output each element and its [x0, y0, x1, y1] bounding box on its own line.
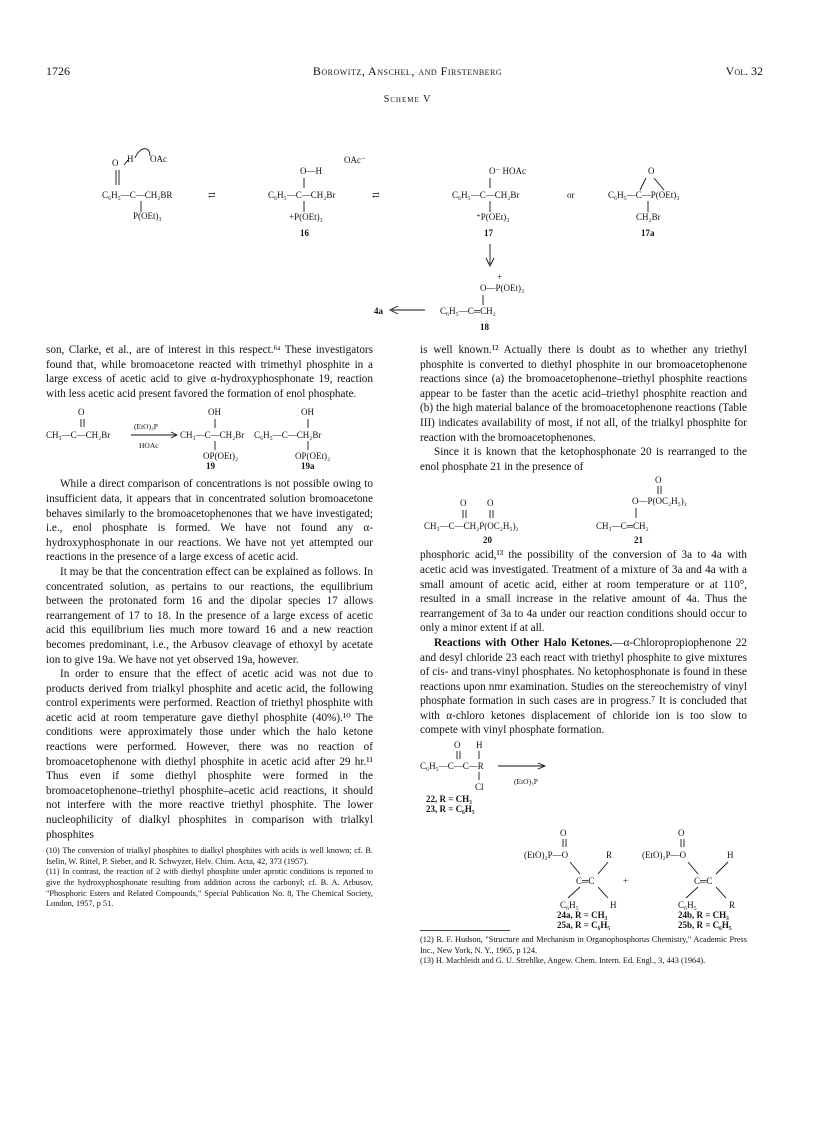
footnote-12: (12) R. F. Hudson, "Structure and Mechanism in Organophosphorus Chemistry," Academic Press Inc., New York, N. Y., 1965, p 124.: [420, 935, 747, 955]
right-paragraph-4: —α-Chloropropiophenone 22 and desyl chloride 23 each react with triethyl phosphite to give mixtures of cis- and trans-vinyl phosphates. No ketophosphonate is found in these reactions upon nmr examination. Studies on the stereochemistry of vinyl phosphate formation in such cases are in progress.⁷ It is concluded that with α-chloro ketones displacement of chloride ion is too slow to compete with vinyl phosphate formation.: [420, 636, 747, 737]
svg-text:OP(OEt)₂: OP(OEt)₂: [203, 451, 239, 462]
svg-text:⇄: ⇄: [208, 190, 216, 200]
compound-17a-label: 17a: [641, 228, 655, 238]
compound-19a-label: 19a: [301, 461, 315, 472]
svg-text:H: H: [727, 850, 734, 861]
svg-text:OH: OH: [301, 407, 314, 418]
compound-24b-label: 24b, R = CH₃: [678, 910, 729, 921]
compound-21-label: 21: [634, 535, 643, 546]
svg-text:+: +: [497, 272, 503, 282]
section-heading-halo-ketones: Reactions with Other Halo Ketones.: [434, 636, 613, 649]
svg-text:O—P(OEt)₃: O—P(OEt)₃: [480, 283, 525, 293]
equation-ketophosphonate: [420, 474, 747, 548]
svg-text:O: O: [454, 740, 461, 751]
footnote-10: (10) The conversion of trialkyl phosphites to dialkyl phosphites with acids is well known; cf. B. Iselin, W. Rittel, P. Sieber, and R. Schwyzer, Helv. Chim. Acta, 42, 373 (1957).: [46, 846, 373, 866]
equation-halo-ketones: [420, 738, 747, 931]
svg-text:O—P(OC₂H₅)₂: O—P(OC₂H₅)₂: [632, 496, 687, 507]
svg-text:H: H: [127, 154, 134, 164]
svg-text:O—H: O—H: [300, 166, 322, 176]
svg-text:(EtO)₃P: (EtO)₃P: [134, 422, 158, 432]
svg-text:HOAc: HOAc: [139, 441, 159, 451]
compound-18-label: 18: [480, 322, 489, 332]
svg-text:R: R: [606, 850, 613, 861]
svg-text:O: O: [655, 475, 662, 486]
running-head-authors: Borowitz, Anschel, and Firstenberg: [312, 64, 503, 78]
svg-text:R: R: [729, 900, 736, 911]
right-column: [420, 343, 747, 967]
svg-text:O: O: [487, 498, 494, 509]
svg-text:OH: OH: [208, 407, 221, 418]
compound-19-label: 19: [206, 461, 215, 472]
svg-text:(EtO)₃P: (EtO)₃P: [514, 777, 538, 787]
svg-text:O: O: [460, 498, 467, 509]
compound-25b-label: 25b, R = C₆H₅: [678, 920, 732, 931]
right-paragraph-2: Since it is known that the ketophosphonate 20 is rearranged to the enol phosphate 21 in the presence of: [420, 446, 747, 473]
svg-text:⇄: ⇄: [372, 190, 380, 200]
svg-text:C₆H₅—C—P(OEt)₃: C₆H₅—C—P(OEt)₃: [608, 190, 680, 200]
svg-text:OAc⁻: OAc⁻: [344, 155, 366, 165]
footnote-11: (11) In contrast, the reaction of 2 with diethyl phosphite under aprotic conditions is reported to give the hydroxyphosphonate resulting from addition across the carbonyl; cf. B. A. Arbusov, "Phosphoric Esters and Related Compounds," Special Publication No. 8, The Chemical Society, London, 1957, p 51.: [46, 867, 373, 909]
scheme-title: Scheme V: [383, 94, 432, 105]
svg-text:O: O: [678, 828, 685, 839]
scheme-structure-18: [440, 272, 524, 332]
svg-text:C₆H₅: C₆H₅: [678, 900, 697, 911]
left-column: [46, 343, 373, 910]
svg-text:C₆H₅—C—C—R: C₆H₅—C—C—R: [420, 761, 484, 772]
compound-20-label: 20: [483, 535, 492, 546]
page-number: 1726: [46, 64, 70, 78]
svg-text:C₆H₅—C═CH₂: C₆H₅—C═CH₂: [440, 306, 496, 316]
left-paragraph-2: While a direct comparison of concentrations is not possible owing to insufficient data, it appears that in concentrated solution bromoacetone behaves similarly to the bromoacetophenones that we have investigated; i.e., enol phosphate is formed. We have not found any α-hydroxyphosphonate in our reactions. We have not yet attempted our reactions in the presence of a large excess of acetic acid.: [46, 478, 373, 564]
scheme-v-diagram: [0, 0, 815, 340]
svg-text:C₆H₅—C—CH₂BR: C₆H₅—C—CH₂BR: [102, 190, 173, 200]
compound-23-label: 23, R = C₆H₅: [426, 804, 475, 815]
svg-text:(EtO)₂P—O: (EtO)₂P—O: [524, 850, 569, 861]
svg-text:+: +: [623, 876, 629, 887]
svg-text:C═C: C═C: [694, 876, 713, 887]
footnote-13: (13) H. Machleidt and G. U. Strehlke, Angew. Chem. Intern. Ed. Engl., 3, 443 (1964).: [420, 956, 706, 966]
compound-4a-label: 4a: [374, 306, 383, 316]
right-paragraph-3: phosphoric acid,¹³ the possibility of the conversion of 3a to 4a with acetic acid was investigated. Treatment of a mixture of 3a and 4a with a small amount of acetic acid, either at room temperature or at 110°, resulted in a small increase in the relative amount of 4a. Thus the rearrangement of 3a to 4a under our reaction conditions should occur to only a minor extent if at all.: [420, 549, 747, 635]
or-label: or: [567, 190, 575, 200]
footnote-rule: [420, 930, 510, 931]
svg-text:+P(OEt)₃: +P(OEt)₃: [289, 212, 323, 222]
svg-text:C₆H₅—C—CH₂Br: C₆H₅—C—CH₂Br: [452, 190, 520, 200]
svg-text:P(OEt)₃: P(OEt)₃: [133, 211, 162, 221]
svg-text:C₆H₅: C₆H₅: [560, 900, 579, 911]
scheme-structure-17: [452, 166, 526, 238]
left-paragraph-3: It may be that the concentration effect can be explained as follows. In concentrated solution, as pertains to our reactions, the equilibrium between the protonated form 16 and the dipolar species 17 allows rearrangement of 17 to 18. In the presence of a large excess of acetic acid this equilibrium lies much more toward 16 and a new reaction becomes predominant, i.e., the Arbusov cleavage of ethoxyl by acetate ion to give 19a. We have not yet observed 19a, however.: [46, 565, 373, 666]
compound-16-label: 16: [300, 228, 309, 238]
svg-text:O: O: [560, 828, 567, 839]
svg-text:OAc: OAc: [150, 154, 167, 164]
svg-text:Cl: Cl: [475, 782, 484, 793]
volume-label: Vol. 32: [725, 64, 763, 78]
compound-24a-label: 24a, R = CH₃: [557, 910, 608, 921]
svg-text:C₆H₅—C—CH₂Br: C₆H₅—C—CH₂Br: [268, 190, 336, 200]
svg-text:CH₃—C—CH₂Br: CH₃—C—CH₂Br: [180, 430, 245, 441]
svg-text:⁺P(OEt)₃: ⁺P(OEt)₃: [476, 212, 510, 222]
svg-text:(EtO)₂P—O: (EtO)₂P—O: [642, 850, 687, 861]
compound-17-label: 17: [484, 228, 493, 238]
svg-text:CH₃—C═CH₂: CH₃—C═CH₂: [596, 521, 649, 532]
svg-text:CH₃—C—CH₂P(OC₂H₅)₂: CH₃—C—CH₂P(OC₂H₅)₂: [424, 521, 519, 532]
scheme-structure-reactant: [102, 149, 172, 221]
svg-text:H: H: [610, 900, 617, 911]
scheme-structure-16: [268, 155, 366, 238]
left-paragraph-4: In order to ensure that the effect of acetic acid was not due to products derived from trialkyl phosphite and acetic acid, the following control experiments were performed. Reaction of triethyl phosphite with acetic acid at room temperature gave diethyl phosphite (40%).¹⁰ The conditions were approximately those under which the halo ketone reactions were performed. However, there was no reaction of bromoacetophenone with diethyl phosphite in acetic acid after 29 hr.¹¹ Thus even if some diethyl phosphite were formed in the bromoacetophenone–triethyl phosphite–acetic acid reactions, it should not interfere with the more reactive triethyl phosphite. The lower nucleophilicity of dialkyl phosphites in comparison with trialkyl phosphites: [46, 668, 373, 841]
svg-text:H: H: [476, 740, 483, 751]
svg-text:O: O: [112, 158, 119, 168]
left-paragraph-1: son, Clarke, et al., are of interest in this respect.⁶ᵃ These investigators found that, while bromoacetone reacted with trimethyl phosphite in a large excess of acetic acid to give α-hydroxyphosphonate 19, reaction with less acetic acid present favored the formation of enol phosphate.: [46, 344, 373, 400]
right-paragraph-1: is well known.¹² Actually there is doubt as to whether any triethyl phosphite is converted to diethyl phosphite in our bromoacetophenone reactions since (a) the bromoacetophenone–triethyl phosphite reactions appear to be faster than the acetic acid–triethyl phosphite reaction and (b) the high material balance of the bromoacetophenone reactions (Table III) indicates availability of most, if not all, of the trialkyl phosphite for reaction with the bromoacetophenones.: [420, 344, 747, 444]
svg-text:O: O: [78, 407, 85, 418]
equation-bromoacetone: [46, 401, 373, 472]
svg-text:C═C: C═C: [576, 876, 595, 887]
compound-25a-label: 25a, R = C₆H₅: [557, 920, 611, 931]
svg-text:OP(OEt)₂: OP(OEt)₂: [295, 451, 331, 462]
svg-text:O⁻ HOAc: O⁻ HOAc: [489, 166, 526, 176]
compound-22-label: 22, R = CH₃: [426, 794, 472, 805]
svg-text:CH₃—C—CH₂Br: CH₃—C—CH₂Br: [46, 430, 111, 441]
svg-text:CH₂Br: CH₂Br: [636, 212, 661, 222]
svg-text:C₆H₅—C—CH₂Br: C₆H₅—C—CH₂Br: [254, 430, 322, 441]
svg-text:O: O: [648, 166, 655, 176]
scheme-structure-17a: [608, 166, 679, 238]
